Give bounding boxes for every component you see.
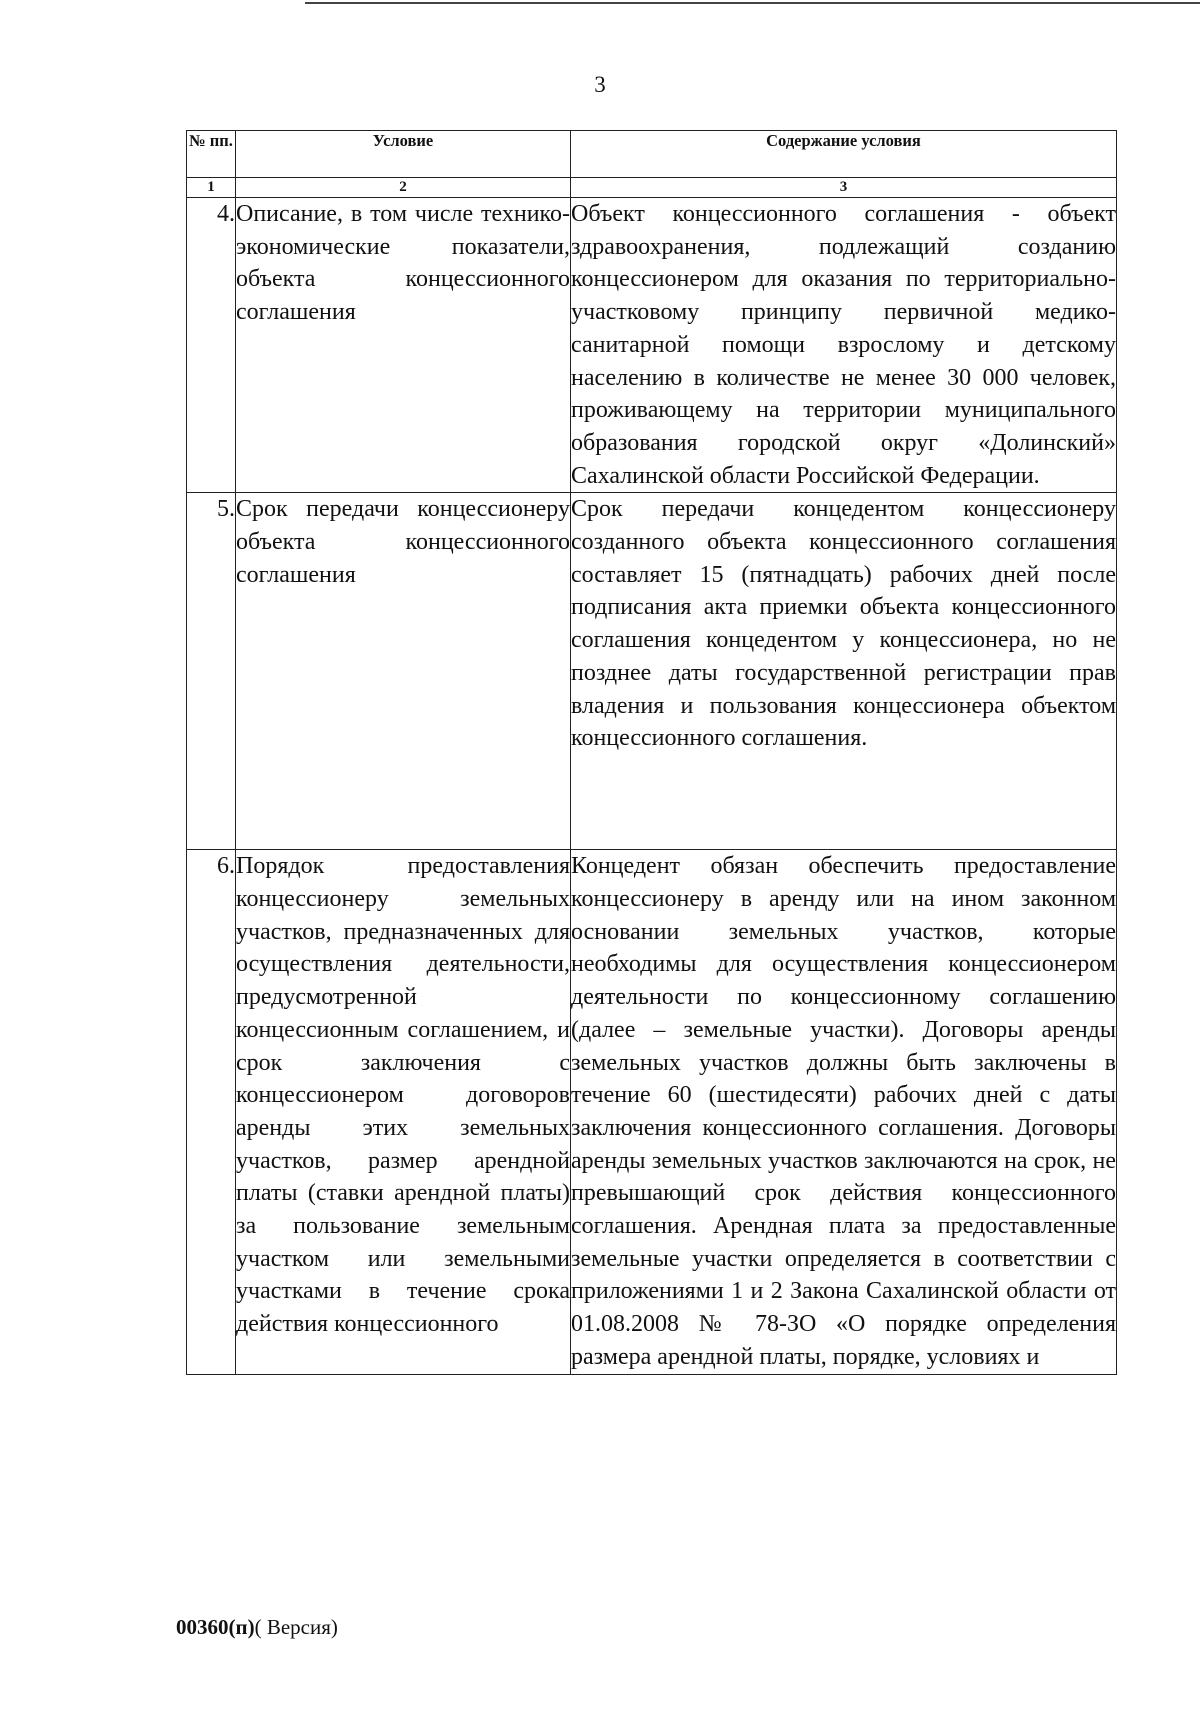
table-header-row xyxy=(187,131,1117,178)
condition-cell: Порядок предоставления концессионеру земельных участков, предназначенных для осуществления деятельности, предусмотренной концессионным соглашением, и срок заключения с концессионером договоров аренды этих земельных участков, размер арендной платы (ставки арендной платы) за пользование земельным участком или земельными участками в течение срока действия концессионного xyxy=(236,850,571,1374)
document-version: ( Версия) xyxy=(254,1615,338,1639)
document-code: 00360(п) xyxy=(176,1615,255,1639)
document-footer xyxy=(176,1615,338,1640)
top-rule xyxy=(305,2,1200,4)
table-row xyxy=(187,493,1117,850)
table-row xyxy=(187,198,1117,493)
row-number: 6. xyxy=(187,850,236,1374)
column-number: 1 xyxy=(187,178,236,198)
row-number: 4. xyxy=(187,198,236,493)
column-number: 3 xyxy=(571,178,1117,198)
header-condition: Условие xyxy=(236,131,571,178)
row-number: 5. xyxy=(187,493,236,850)
content-cell: Срок передачи концедентом концессионеру созданного объекта концессионного соглашения составляет 15 (пятнадцать) рабочих дней после подписания акта приемки объекта концессионного соглашения концедентом у концессионера, но не позднее даты государственной регистрации прав владения и пользования концессионера объектом концессионного соглашения. xyxy=(571,493,1117,850)
content-cell: Объект концессионного соглашения - объект здравоохранения, подлежащий созданию концессионером для оказания по территориально-участковому принципу первичной медико-санитарной помощи взрослому и детскому населению в количестве не менее 30 000 человек, проживающему на территории муниципального образования городской округ «Долинский» Сахалинской области Российской Федерации. xyxy=(571,198,1117,493)
condition-cell: Описание, в том числе технико-экономические показатели, объекта концессионного соглашения xyxy=(236,198,571,493)
conditions-table xyxy=(186,130,1117,1375)
column-number: 2 xyxy=(236,178,571,198)
table-row xyxy=(187,850,1117,1374)
header-number: № пп. xyxy=(187,131,236,178)
condition-cell: Срок передачи концессионеру объекта концессионного соглашения xyxy=(236,493,571,850)
header-content: Содержание условия xyxy=(571,131,1117,178)
page-number: 3 xyxy=(594,72,606,97)
content-cell: Концедент обязан обеспечить предоставление концессионеру в аренду или на ином законном основании земельных участков, которые необходимы для осуществления концессионером деятельности по концессионному соглашению (далее – земельные участки). Договоры аренды земельных участков должны быть заключены в течение 60 (шестидесяти) рабочих дней с даты заключения концессионного соглашения. Договоры аренды земельных участков заключаются на срок, не превышающий срок действия концессионного соглашения. Арендная плата за предоставленные земельные участки определяется в соответствии с приложениями 1 и 2 Закона Сахалинской области от 01.08.2008 № 78-ЗО «О порядке определения размера арендной платы, порядке, условиях и xyxy=(571,850,1117,1374)
column-number-row xyxy=(187,178,1117,198)
